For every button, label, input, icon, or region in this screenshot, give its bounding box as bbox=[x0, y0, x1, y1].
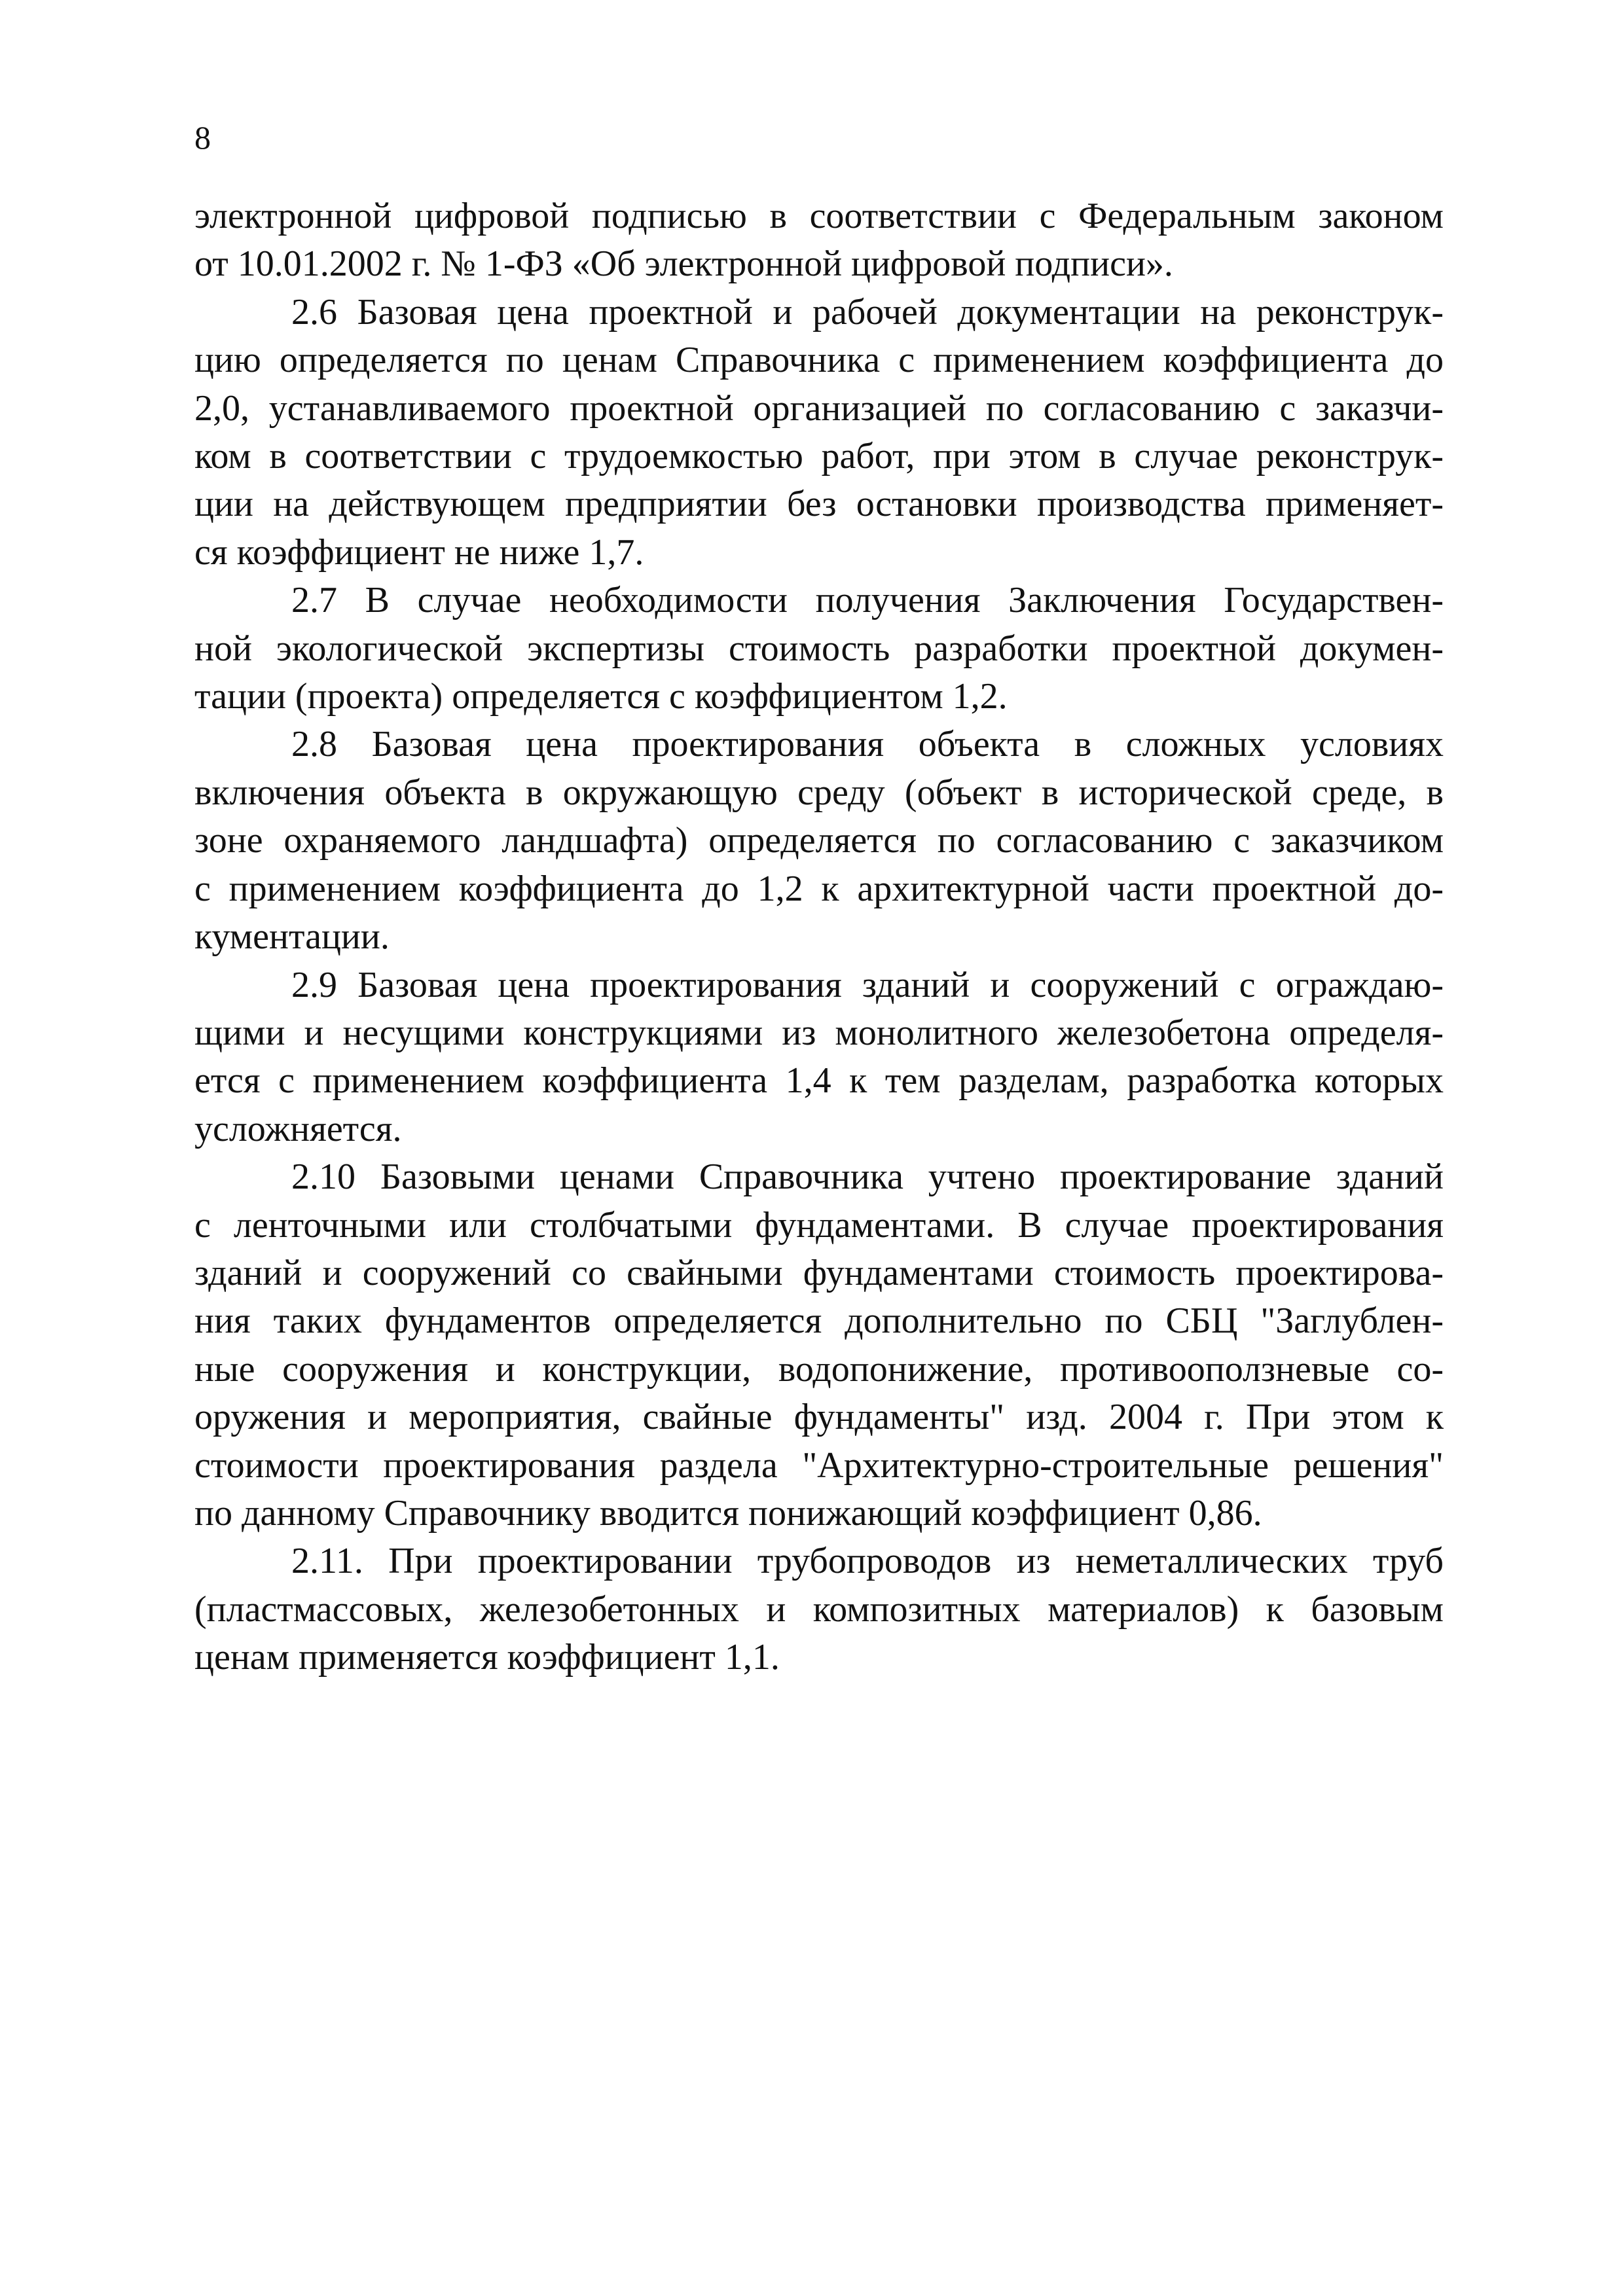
text-line: усложняется. bbox=[194, 1108, 402, 1149]
text-line: 2.8 Базовая цена проектирования объекта в сложных условиях bbox=[291, 724, 1444, 765]
text-line: с применением коэффициента до 1,2 к архитектурной части проектной до- bbox=[194, 868, 1444, 909]
text-line: ся коэффициент не ниже 1,7. bbox=[194, 531, 644, 573]
page-number: 8 bbox=[194, 119, 211, 156]
text-line: включения объекта в окружающую среду (объект в исторической среде, в bbox=[194, 772, 1444, 813]
clause-2-8 bbox=[194, 721, 1444, 961]
text-line: зданий и сооружений со свайными фундаментами стоимость проектирова- bbox=[194, 1252, 1444, 1293]
clause-2-6 bbox=[194, 289, 1444, 577]
text-line: 2.6 Базовая цена проектной и рабочей документации на реконструк- bbox=[291, 291, 1444, 332]
clause-2-10 bbox=[194, 1153, 1444, 1537]
paragraph-continuation bbox=[194, 192, 1444, 289]
text-line: щими и несущими конструкциями из монолитного железобетона определя- bbox=[194, 1012, 1444, 1053]
text-line: ные сооружения и конструкции, водопонижение, противооползневые со- bbox=[194, 1348, 1444, 1390]
text-line: от 10.01.2002 г. № 1-ФЗ «Об электронной цифровой подписи». bbox=[194, 243, 1173, 285]
text-line: ной экологической экспертизы стоимость разработки проектной докумен- bbox=[194, 628, 1444, 669]
text-line: ется с применением коэффициента 1,4 к тем разделам, разработка которых bbox=[194, 1060, 1444, 1102]
text-line: кументации. bbox=[194, 916, 390, 958]
clause-2-9 bbox=[194, 961, 1444, 1154]
text-line: стоимости проектирования раздела "Архитектурно-строительные решения" bbox=[194, 1444, 1444, 1486]
text-line: электронной цифровой подписью в соответствии с Федеральным законом bbox=[194, 196, 1444, 236]
text-line: с ленточными или столбчатыми фундаментами. В случае проектирования bbox=[194, 1204, 1444, 1246]
text-line: 2.9 Базовая цена проектирования зданий и сооружений с ограждаю- bbox=[291, 964, 1444, 1005]
text-line: 2.10 Базовыми ценами Справочника учтено проектирование зданий bbox=[291, 1157, 1444, 1198]
text-line: цию определяется по ценам Справочника с применением коэффициента до bbox=[194, 340, 1444, 381]
text-line: ценам применяется коэффициент 1,1. bbox=[194, 1637, 780, 1678]
text-line: (пластмассовых, железобетонных и композитных материалов) к базовым bbox=[194, 1588, 1444, 1630]
text-line: ния таких фундаментов определяется дополнительно по СБЦ "Заглублен- bbox=[194, 1300, 1444, 1342]
clause-2-7 bbox=[194, 577, 1444, 721]
text-line: 2.7 В случае необходимости получения Заключения Государствен- bbox=[291, 580, 1444, 621]
text-line: ком в соответствии с трудоемкостью работ, при этом в случае реконструк- bbox=[194, 436, 1444, 477]
text-line: 2.11. При проектировании трубопроводов из неметаллических труб bbox=[291, 1541, 1444, 1582]
text-line: тации (проекта) определяется с коэффициентом 1,2. bbox=[194, 676, 1008, 717]
document-body bbox=[194, 192, 1444, 1682]
text-line: ции на действующем предприятии без остановки производства применяет- bbox=[194, 484, 1444, 525]
text-line: зоне охраняемого ландшафта) определяется по согласованию с заказчиком bbox=[194, 820, 1444, 861]
text-line: 2,0, устанавливаемого проектной организацией по согласованию с заказчи- bbox=[194, 387, 1444, 429]
text-line: по данному Справочнику вводится понижающий коэффициент 0,86. bbox=[194, 1492, 1262, 1534]
clause-2-11 bbox=[194, 1537, 1444, 1681]
text-line: оружения и мероприятия, свайные фундаменты" изд. 2004 г. При этом к bbox=[194, 1397, 1444, 1438]
